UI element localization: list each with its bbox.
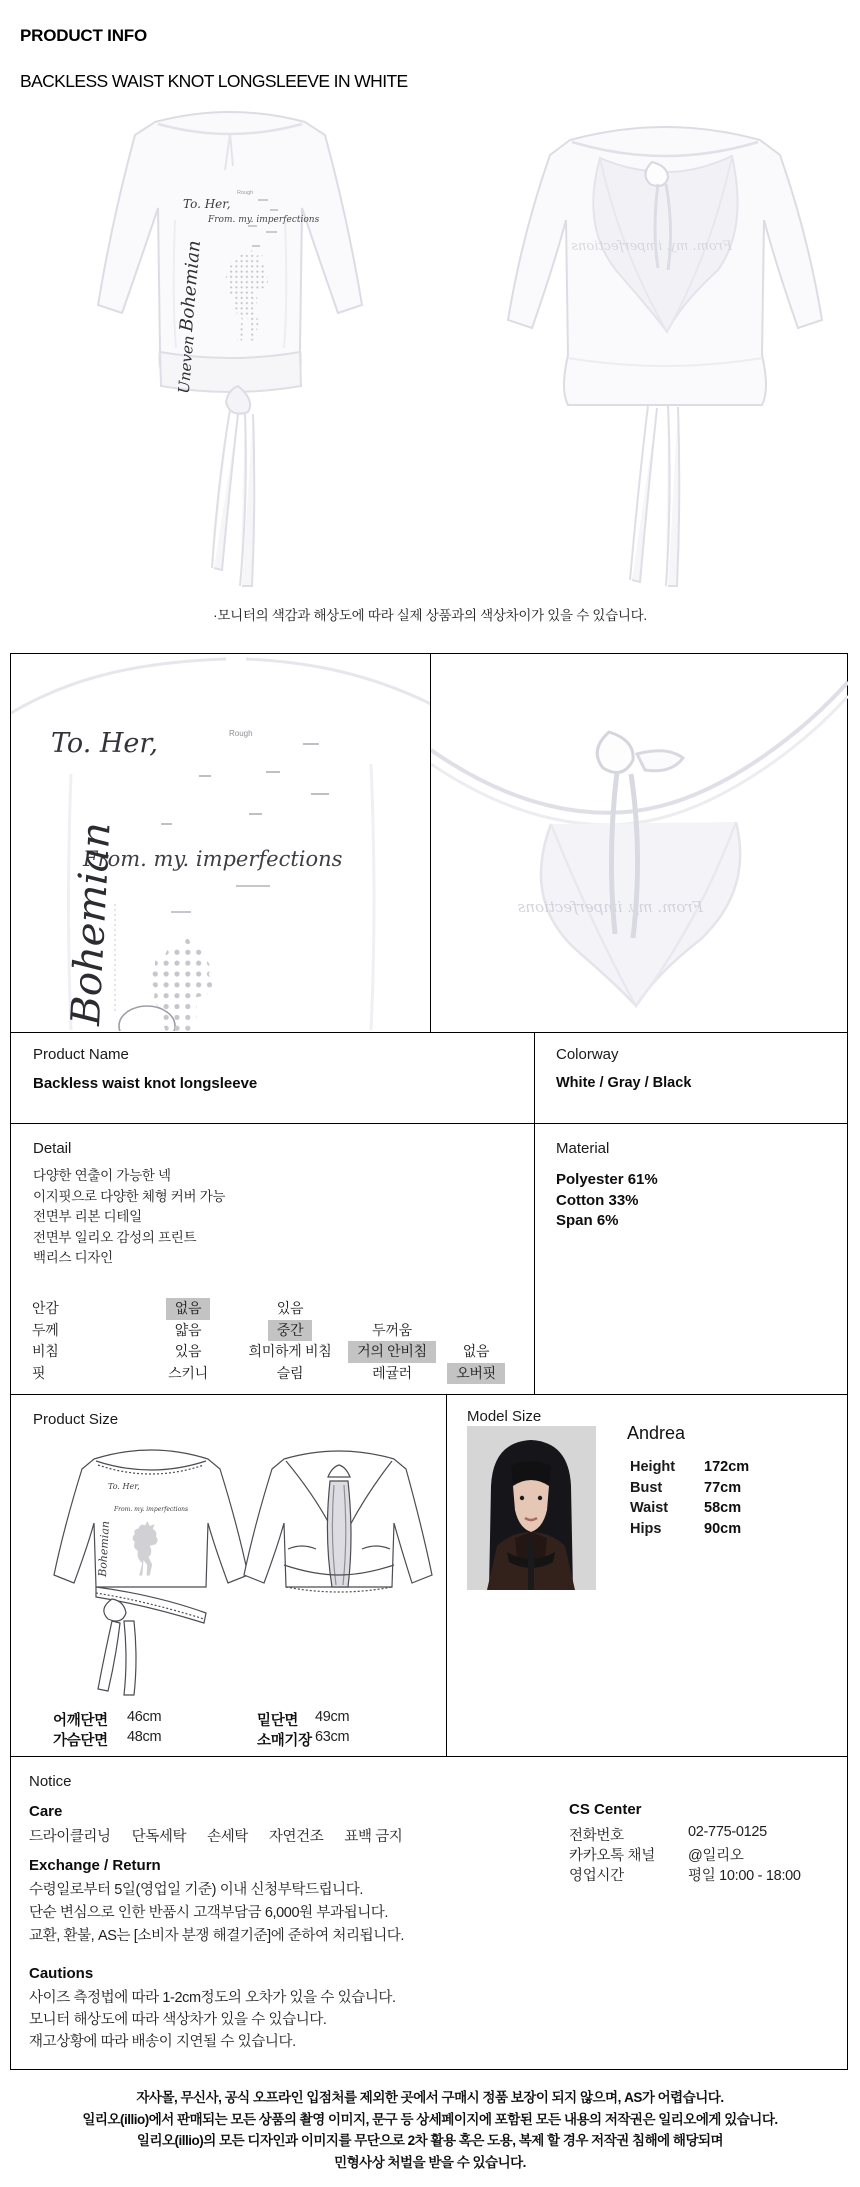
stat-value: 90cm [704,1520,742,1537]
color-difference-note: ·모니터의 색감과 해상도에 따라 실제 상품과의 색상차이가 있을 수 있습니다. [213,608,647,623]
care-items [29,1825,423,1846]
measurement-value: 48cm [127,1729,162,1745]
footer-line: 일리오(illio)의 모든 디자인과 이미지를 무단으로 2차 활용 혹은 도용, 복제 할 경우 저작권 침해에 해당되며 [136,2133,724,2148]
product-size-cell [11,1395,447,1756]
spec-option: 오버핏 [447,1363,505,1385]
closeup-from-my: From. my. imperfections [83,847,343,871]
spec-row-thickness [11,1320,535,1342]
stat-label: Hips [630,1520,662,1537]
spec-row-sheerness [11,1341,535,1363]
exchange-line: 수령일로부터 5일(영업일 기준) 이내 신청부탁드립니다. [29,1882,364,1898]
spec-row-fit [11,1363,535,1385]
care-item: 자연건조 [268,1829,324,1845]
caution-line: 모니터 해상도에 따라 색상차가 있을 수 있습니다. [29,2012,327,2028]
measurement-label: 가슴단면 [53,1733,108,1749]
front-sketch [54,1450,248,1695]
notice-label: Notice [29,1773,72,1790]
measurement-row [11,1729,447,1749]
spec-option: 있음 [174,1343,202,1359]
back-faint-print: From. my. imperfections [571,239,732,254]
spec-option: 없음 [462,1343,490,1359]
model-stat-row [630,1521,840,1542]
cs-value: 평일 10:00 - 18:00 [688,1868,801,1884]
spec-label: 비침 [32,1343,59,1359]
model-stat-row [630,1480,840,1501]
spec-row-lining [11,1298,535,1320]
cs-row [569,1864,839,1884]
spec-table [11,1298,535,1384]
sketch-bohemian: Bohemian [96,1520,112,1578]
footer-line: 일리오(illio)에서 판매되는 모든 상품의 촬영 이미지, 문구 등 상세페이지에 포함된 모든 내용의 저작권은 일리오에게 있습니다. [82,2111,778,2127]
cs-row [569,1824,839,1844]
measurement-label: 밑단면 [257,1713,299,1729]
front-print-bohemian: Bohemian [176,239,205,333]
detail-line: 전면부 리본 디테일 [33,1209,142,1224]
care-item: 단독세탁 [131,1829,187,1845]
cautions-lines [29,1987,396,2053]
detail-label: Detail [33,1140,72,1157]
stat-label: Waist [630,1500,669,1516]
spec-option: 레귤러 [372,1364,412,1381]
product-name-value: Backless waist knot longsleeve [33,1075,258,1092]
closeup-horse-print [151,936,213,1031]
measurement-row [11,1709,447,1729]
spec-label: 핏 [32,1364,46,1381]
flat-sketches [16,1437,442,1710]
spec-option: 두꺼움 [372,1321,412,1338]
caution-line: 재고상황에 따라 배송이 지연될 수 있습니다. [29,2034,296,2050]
product-name-label: Product Name [33,1046,129,1063]
care-item: 표백 금지 [344,1829,403,1845]
stat-value: 58cm [704,1500,742,1516]
colorway-cell [535,1033,847,1123]
size-row [11,1394,847,1756]
detail-line: 이지핏으로 다양한 체형 커버 가능 [33,1188,226,1204]
model-size-cell [447,1395,847,1756]
product-title: BACKLESS WAIST KNOT LONGSLEEVE IN WHITE [20,71,408,91]
detail-material-row [11,1123,847,1394]
footer-line: 자사몰, 무신사, 공식 오프라인 입점처를 제외한 곳에서 구매시 정품 보장이 되지 않으며, AS가 어렵습니다. [136,2090,724,2105]
cs-center-block [569,1801,839,1884]
product-name-cell [11,1033,535,1123]
closeup-photos-row [11,654,847,1032]
measurement-value: 63cm [315,1729,350,1745]
detail-line: 전면부 일리오 감성의 프린트 [33,1229,197,1245]
notice-row [11,1756,847,2069]
material-lines [556,1170,658,1232]
cs-label: 전화번호 [569,1828,624,1844]
material-cell [535,1124,847,1394]
cs-center-heading: CS Center [569,1801,642,1818]
sketch-from-my: From. my. imperfections [114,1506,189,1513]
stat-label: Height [630,1459,676,1475]
material-line: Cotton 33% [556,1191,639,1209]
footer-legal-text [0,2087,860,2173]
front-print-to-her: To. Her, [183,197,231,211]
material-line: Span 6% [556,1212,619,1229]
front-view-photo [80,100,380,595]
care-item: 드라이클리닝 [29,1829,111,1845]
front-print-uneven: Uneven [174,334,198,395]
spec-option: 있음 [276,1300,304,1316]
back-sketch [244,1451,432,1592]
footer-line: 민형사상 처벌을 받을 수 있습니다. [334,2154,526,2170]
material-line: Polyester 61% [556,1171,658,1188]
exchange-heading: Exchange / Return [29,1857,161,1874]
cs-row [569,1844,839,1864]
name-colorway-row [11,1032,847,1123]
measurement-value: 49cm [315,1709,350,1725]
page-title: PRODUCT INFO [20,26,147,45]
closeup-bohemian: Bohemian [63,821,120,1027]
exchange-lines [29,1879,404,1948]
spec-label: 두께 [32,1321,59,1338]
caution-line: 사이즈 측정법에 따라 1-2cm정도의 오차가 있을 수 있습니다. [29,1990,396,2006]
front-print-scatter-word: Rough [237,190,254,196]
model-stat-row [630,1459,840,1480]
model-stats [630,1459,840,1541]
model-photo [467,1426,596,1590]
care-heading: Care [29,1803,63,1820]
colorway-value: White / Gray / Black [556,1075,692,1091]
detail-cell [11,1124,535,1394]
notice-cell [11,1757,847,2069]
spec-label: 안감 [32,1300,59,1316]
spec-option: 얇음 [174,1321,202,1338]
closeup-to-her: To. Her, [51,728,158,759]
measurement-table [11,1709,447,1749]
cs-label: 영업시간 [569,1868,624,1884]
cs-value: 02-775-0125 [688,1824,767,1840]
cautions-heading: Cautions [29,1965,94,1982]
closeup-scatter-word: Rough [229,729,253,738]
exchange-line: 교환, 환불, AS는 [소비자 분쟁 해결기준]에 준하여 처리됩니다. [29,1928,405,1944]
product-size-label: Product Size [33,1411,119,1428]
stat-value: 172cm [704,1459,750,1475]
product-info-table [10,653,848,2070]
detail-lines [33,1166,225,1269]
spec-option: 슬림 [276,1364,304,1381]
back-view-photo [480,100,850,590]
detail-line: 다양한 연출이 가능한 넥 [33,1168,171,1183]
material-label: Material [556,1140,610,1157]
sketch-to-her: To. Her, [108,1482,140,1491]
closeup-back-faint-print: From. my. imperfections [517,898,703,916]
measurement-label: 어깨단면 [53,1713,108,1729]
care-item: 손세탁 [207,1829,248,1845]
spec-option: 중간 [268,1320,312,1342]
spec-option: 없음 [166,1298,210,1320]
measurement-label: 소매기장 [257,1733,312,1749]
spec-option: 스키니 [168,1364,208,1381]
detail-line: 백리스 디자인 [33,1250,113,1265]
front-print-from-my: From. my. imperfections [208,215,320,225]
model-size-label: Model Size [467,1408,542,1425]
model-name: Andrea [627,1423,686,1443]
spec-option: 희미하게 비침 [248,1343,332,1359]
colorway-label: Colorway [556,1046,619,1063]
exchange-line: 단순 변심으로 인한 반품시 고객부담금 6,000원 부과됩니다. [29,1905,389,1921]
model-stat-row [630,1500,840,1521]
stat-value: 77cm [704,1479,742,1496]
spec-option: 거의 안비침 [348,1341,436,1363]
measurement-value: 46cm [127,1709,162,1725]
back-detail-closeup-photo [431,654,848,1032]
cs-value: @일리오 [688,1848,744,1864]
stat-label: Bust [630,1479,663,1496]
cs-label: 카카오톡 채널 [569,1848,655,1864]
front-print-closeup-photo [11,654,431,1032]
